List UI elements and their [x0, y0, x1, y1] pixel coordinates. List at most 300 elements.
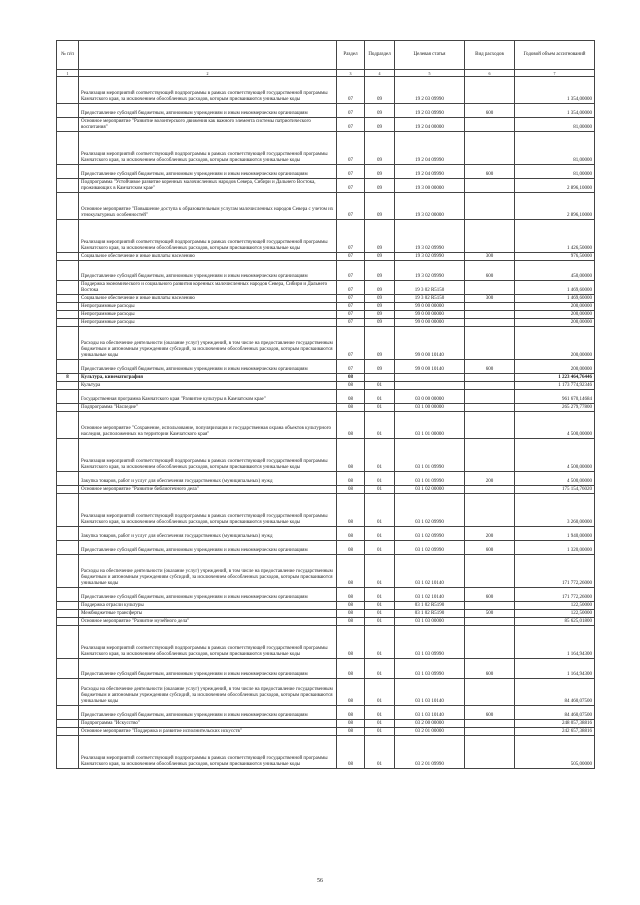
row-expense — [465, 327, 515, 360]
row-amount: 1 173 774,92346 — [515, 382, 595, 390]
row-name: Реализация мероприятий соответствующей подпрограммы в рамках соответствующей государственной программы Камчатского края, за исключением обособленных расходов, которым присваиваются уникальные коды — [79, 219, 337, 252]
row-number — [57, 164, 79, 178]
table-row — [57, 735, 595, 768]
row-target: 03 1 02 09990 — [395, 526, 465, 540]
table-row — [57, 280, 595, 294]
row-expense: 200 — [465, 471, 515, 485]
row-amount: 2 896,10000 — [515, 193, 595, 220]
row-subsection: 01 — [365, 658, 395, 678]
row-target: 19 2 04 09990 — [395, 131, 465, 164]
row-target: 03 1 01 00000 — [395, 412, 465, 439]
row-section: 08 — [337, 679, 365, 706]
row-number — [57, 658, 79, 678]
row-amount: 1 426,50000 — [515, 219, 595, 252]
table-row — [57, 193, 595, 220]
row-section: 08 — [337, 735, 365, 768]
row-subsection: 01 — [365, 679, 395, 706]
row-name: Поддержка экономического и социального развития коренных малочисленных народов Севера, Сибири и Дальнего Востока — [79, 280, 337, 294]
row-expense: 600 — [465, 164, 515, 178]
row-expense — [465, 555, 515, 588]
row-expense: 600 — [465, 658, 515, 678]
row-target — [395, 374, 465, 382]
row-number: 8 — [57, 374, 79, 382]
row-target: 19 2 03 09990 — [395, 77, 465, 104]
column-number: 6 — [465, 70, 515, 77]
table-row — [57, 117, 595, 131]
row-target: 03 1 02 09990 — [395, 540, 465, 554]
row-target: 03 1 03 09990 — [395, 626, 465, 659]
row-number — [57, 587, 79, 601]
row-expense — [465, 77, 515, 104]
row-name: Предоставление субсидий бюджетным, автономным учреждениям и иным некоммерческим организациям — [79, 260, 337, 280]
row-expense: 600 — [465, 705, 515, 719]
row-expense — [465, 219, 515, 252]
table-row — [57, 679, 595, 706]
row-name: Подпрограмма "Наследие" — [79, 404, 337, 412]
table-row — [57, 587, 595, 601]
row-section: 07 — [337, 327, 365, 360]
row-amount: 1 940,00000 — [515, 526, 595, 540]
row-expense — [465, 412, 515, 439]
row-target: 03 0 00 00000 — [395, 390, 465, 404]
row-subsection: 09 — [365, 103, 395, 117]
table-row — [57, 311, 595, 319]
row-number — [57, 117, 79, 131]
row-subsection: 01 — [365, 382, 395, 390]
row-target: 19 2 04 09990 — [395, 164, 465, 178]
row-subsection: 09 — [365, 280, 395, 294]
table-row — [57, 412, 595, 439]
table-row — [57, 319, 595, 327]
row-section: 08 — [337, 618, 365, 626]
row-name: Расходы на обеспечение деятельности (оказание услуг) учреждений, в том числе на предоставление государственным бюджетным и автономным учреждениям субсидий, за исключением обособленных расходов, которым присваиваются уникальные коды — [79, 555, 337, 588]
row-expense — [465, 438, 515, 471]
row-expense — [465, 193, 515, 220]
row-section: 08 — [337, 438, 365, 471]
row-subsection: 09 — [365, 117, 395, 131]
row-name: Реализация мероприятий соответствующей подпрограммы в рамках соответствующей государственной программы Камчатского края, за исключением обособленных расходов, которым присваиваются уникальные коды — [79, 735, 337, 768]
table-row — [57, 719, 595, 727]
row-name: Непрограммные расходы — [79, 311, 337, 319]
column-number: 4 — [365, 70, 395, 77]
row-target: 99 0 00 10140 — [395, 359, 465, 373]
row-amount: 84 460,07500 — [515, 705, 595, 719]
row-section: 07 — [337, 295, 365, 303]
row-number — [57, 438, 79, 471]
row-target: 03 1 01 09990 — [395, 438, 465, 471]
table-row — [57, 404, 595, 412]
row-amount: 961 670,14684 — [515, 390, 595, 404]
column-number: 5 — [395, 70, 465, 77]
row-subsection: 01 — [365, 540, 395, 554]
table-row — [57, 103, 595, 117]
row-name: Социальное обеспечение и иные выплаты населению — [79, 295, 337, 303]
row-expense: 300 — [465, 295, 515, 303]
row-number — [57, 602, 79, 610]
row-expense: 600 — [465, 359, 515, 373]
table-row — [57, 164, 595, 178]
row-amount: 1 223 464,76446 — [515, 374, 595, 382]
row-target: 03 1 03 10140 — [395, 679, 465, 706]
row-subsection: 01 — [365, 526, 395, 540]
row-expense — [465, 374, 515, 382]
column-number: 7 — [515, 70, 595, 77]
table-row — [57, 131, 595, 164]
row-amount: 1 354,00000 — [515, 103, 595, 117]
row-amount: 450,00000 — [515, 260, 595, 280]
budget-table — [56, 40, 595, 769]
row-expense — [465, 131, 515, 164]
row-name: Основное мероприятие "Развитие волонтерского движения как важного элемента системы патриотического воспитания" — [79, 117, 337, 131]
row-section: 07 — [337, 117, 365, 131]
row-subsection: 01 — [365, 602, 395, 610]
row-name: Расходы на обеспечение деятельности (оказание услуг) учреждений, в том числе на предоставление государственным бюджетным и автономным учреждениям субсидий, за исключением обособленных расходов, которым присваиваются уникальные коды — [79, 327, 337, 360]
header-subsection: Подраздел — [365, 41, 395, 70]
row-expense — [465, 719, 515, 727]
row-section: 07 — [337, 131, 365, 164]
row-expense: 600 — [465, 260, 515, 280]
row-amount: 122,50000 — [515, 610, 595, 618]
row-section: 07 — [337, 319, 365, 327]
row-subsection: 01 — [365, 493, 395, 526]
budget-table-sheet — [56, 40, 594, 769]
row-expense: 500 — [465, 610, 515, 618]
row-amount: 200,00000 — [515, 303, 595, 311]
row-expense — [465, 117, 515, 131]
row-amount: 4 500,00000 — [515, 412, 595, 439]
row-subsection: 01 — [365, 412, 395, 439]
row-name: Основное мероприятие "Поддержка и развитие исполнительских искусств" — [79, 727, 337, 735]
row-section: 07 — [337, 77, 365, 104]
row-section: 08 — [337, 526, 365, 540]
row-section: 07 — [337, 311, 365, 319]
column-number: 1 — [57, 70, 79, 77]
row-number — [57, 359, 79, 373]
row-subsection: 01 — [365, 610, 395, 618]
row-subsection — [365, 374, 395, 382]
row-section: 07 — [337, 193, 365, 220]
row-number — [57, 679, 79, 706]
row-name: Закупка товаров, работ и услуг для обеспечения государственных (муниципальных) нужд — [79, 526, 337, 540]
row-name: Поддержка отрасли культуры — [79, 602, 337, 610]
table-row — [57, 602, 595, 610]
table-row — [57, 77, 595, 104]
row-section: 08 — [337, 705, 365, 719]
row-subsection: 09 — [365, 295, 395, 303]
row-subsection: 09 — [365, 319, 395, 327]
row-number — [57, 311, 79, 319]
row-target: 03 1 01 09990 — [395, 471, 465, 485]
row-section: 07 — [337, 260, 365, 280]
row-name: Основное мероприятие "Развитие музейного дела" — [79, 618, 337, 626]
row-name: Реализация мероприятий соответствующей подпрограммы в рамках соответствующей государственной программы Камчатского края, за исключением обособленных расходов, которым присваиваются уникальные коды — [79, 626, 337, 659]
row-expense — [465, 303, 515, 311]
row-subsection: 09 — [365, 164, 395, 178]
row-name: Основное мероприятие "Развитие библиотечного дела" — [79, 485, 337, 493]
row-name: Реализация мероприятий соответствующей подпрограммы в рамках соответствующей государственной программы Камчатского края, за исключением обособленных расходов, которым присваиваются уникальные коды — [79, 131, 337, 164]
row-number — [57, 252, 79, 260]
header-amount: Годовой объем ассигнований — [515, 41, 595, 70]
row-amount: 4 500,00000 — [515, 438, 595, 471]
row-amount: 200,00000 — [515, 319, 595, 327]
row-target: 19 3 00 00000 — [395, 178, 465, 192]
row-number — [57, 555, 79, 588]
row-target: 03 1 02 R5190 — [395, 602, 465, 610]
row-section: 07 — [337, 164, 365, 178]
row-target: 99 0 00 00000 — [395, 311, 465, 319]
row-subsection: 01 — [365, 626, 395, 659]
row-name: Предоставление субсидий бюджетным, автономным учреждениям и иным некоммерческим организациям — [79, 658, 337, 678]
row-expense — [465, 727, 515, 735]
row-number — [57, 404, 79, 412]
row-target: 03 1 03 09990 — [395, 658, 465, 678]
table-row — [57, 374, 595, 382]
table-row — [57, 705, 595, 719]
row-target: 19 3 02 09990 — [395, 252, 465, 260]
row-number — [57, 526, 79, 540]
row-target: 19 2 04 00000 — [395, 117, 465, 131]
row-name: Предоставление субсидий бюджетным, автономным учреждениям и иным некоммерческим организациям — [79, 103, 337, 117]
table-row — [57, 252, 595, 260]
row-name: Культура, кинематография — [79, 374, 337, 382]
row-expense — [465, 390, 515, 404]
row-number — [57, 327, 79, 360]
row-subsection: 09 — [365, 327, 395, 360]
row-subsection: 01 — [365, 438, 395, 471]
row-number — [57, 303, 79, 311]
row-section: 08 — [337, 555, 365, 588]
row-subsection: 01 — [365, 390, 395, 404]
column-number-row — [57, 70, 595, 77]
row-amount: 976,50000 — [515, 252, 595, 260]
row-number — [57, 193, 79, 220]
row-amount: 200,00000 — [515, 359, 595, 373]
row-amount: 265 279,77800 — [515, 404, 595, 412]
row-section: 08 — [337, 390, 365, 404]
row-amount: 1 164,94300 — [515, 658, 595, 678]
row-amount: 242 657,38816 — [515, 727, 595, 735]
row-section: 07 — [337, 303, 365, 311]
row-number — [57, 178, 79, 192]
row-target: 03 1 00 00000 — [395, 404, 465, 412]
row-name: Подпрограмма "Искусство" — [79, 719, 337, 727]
row-number — [57, 610, 79, 618]
row-number — [57, 705, 79, 719]
row-section: 08 — [337, 471, 365, 485]
row-section: 08 — [337, 719, 365, 727]
row-section: 08 — [337, 610, 365, 618]
row-subsection: 09 — [365, 252, 395, 260]
table-header-row — [57, 41, 595, 70]
row-section: 08 — [337, 493, 365, 526]
row-target: 03 1 02 09990 — [395, 493, 465, 526]
table-row — [57, 727, 595, 735]
row-number — [57, 77, 79, 104]
row-subsection: 09 — [365, 77, 395, 104]
row-name: Подпрограмма "Устойчивое развитие коренных малочисленных народов Севера, Сибири и Дальнего Востока, проживающих в Камчатском крае" — [79, 178, 337, 192]
row-amount: 171 772,26000 — [515, 587, 595, 601]
table-row — [57, 359, 595, 373]
row-name: Предоставление субсидий бюджетным, автономным учреждениям и иным некоммерческим организациям — [79, 540, 337, 554]
row-section: 07 — [337, 219, 365, 252]
row-target: 03 1 03 10140 — [395, 705, 465, 719]
row-expense — [465, 618, 515, 626]
header-target: Целевая статья — [395, 41, 465, 70]
page-number: 56 — [317, 878, 323, 884]
row-amount: 1 164,94300 — [515, 626, 595, 659]
row-amount: 81,00000 — [515, 131, 595, 164]
row-subsection: 01 — [365, 485, 395, 493]
row-amount: 1 469,60000 — [515, 295, 595, 303]
row-number — [57, 727, 79, 735]
row-expense — [465, 485, 515, 493]
row-target: 03 2 01 09990 — [395, 735, 465, 768]
table-row — [57, 626, 595, 659]
row-expense — [465, 178, 515, 192]
row-subsection: 09 — [365, 131, 395, 164]
row-target: 19 3 02 09990 — [395, 260, 465, 280]
row-subsection: 01 — [365, 735, 395, 768]
row-name: Реализация мероприятий соответствующей подпрограммы в рамках соответствующей государственной программы Камчатского края, за исключением обособленных расходов, которым присваиваются уникальные коды — [79, 493, 337, 526]
row-target: 03 1 02 10140 — [395, 555, 465, 588]
row-amount: 85 625,01800 — [515, 618, 595, 626]
row-number — [57, 260, 79, 280]
row-subsection: 01 — [365, 727, 395, 735]
row-number — [57, 485, 79, 493]
row-amount: 200,00000 — [515, 311, 595, 319]
row-name: Расходы на обеспечение деятельности (оказание услуг) учреждений, в том числе на предоставление государственным бюджетным и автономным учреждениям субсидий, за исключением обособленных расходов, которым присваиваются уникальные коды — [79, 679, 337, 706]
table-row — [57, 526, 595, 540]
row-number — [57, 219, 79, 252]
row-section: 07 — [337, 103, 365, 117]
row-amount: 200,00000 — [515, 327, 595, 360]
row-target: 19 3 02 R5150 — [395, 295, 465, 303]
row-expense: 200 — [465, 526, 515, 540]
row-subsection: 09 — [365, 219, 395, 252]
table-row — [57, 555, 595, 588]
row-number — [57, 382, 79, 390]
row-expense: 600 — [465, 103, 515, 117]
row-subsection: 09 — [365, 303, 395, 311]
row-number — [57, 295, 79, 303]
row-amount: 2 896,10000 — [515, 178, 595, 192]
row-subsection: 01 — [365, 719, 395, 727]
row-name: Предоставление субсидий бюджетным, автономным учреждениям и иным некоммерческим организациям — [79, 359, 337, 373]
row-subsection: 01 — [365, 618, 395, 626]
row-section: 07 — [337, 252, 365, 260]
header-num: № п/п — [57, 41, 79, 70]
row-subsection: 09 — [365, 311, 395, 319]
row-section: 08 — [337, 404, 365, 412]
row-name: Государственная программа Камчатского края "Развитие культуры в Камчатском крае" — [79, 390, 337, 404]
row-section: 08 — [337, 658, 365, 678]
row-section: 07 — [337, 280, 365, 294]
row-section: 08 — [337, 540, 365, 554]
header-name — [79, 41, 337, 70]
row-target: 19 3 02 00000 — [395, 193, 465, 220]
table-row — [57, 327, 595, 360]
row-expense: 600 — [465, 540, 515, 554]
row-target: 03 2 00 00000 — [395, 719, 465, 727]
row-name: Предоставление субсидий бюджетным, автономным учреждениям и иным некоммерческим организациям — [79, 164, 337, 178]
row-target: 03 2 01 00000 — [395, 727, 465, 735]
row-name: Реализация мероприятий соответствующей подпрограммы в рамках соответствующей государственной программы Камчатского края, за исключением обособленных расходов, которым присваиваются уникальные коды — [79, 438, 337, 471]
row-subsection: 01 — [365, 404, 395, 412]
table-row — [57, 471, 595, 485]
row-number — [57, 412, 79, 439]
row-subsection: 01 — [365, 587, 395, 601]
row-name: Культура — [79, 382, 337, 390]
row-amount: 1 320,00000 — [515, 540, 595, 554]
table-row — [57, 485, 595, 493]
row-target: 03 1 02 10140 — [395, 587, 465, 601]
row-section: 07 — [337, 359, 365, 373]
row-target: 03 1 02 00000 — [395, 485, 465, 493]
row-number — [57, 626, 79, 659]
table-row — [57, 610, 595, 618]
row-subsection: 09 — [365, 359, 395, 373]
row-name: Предоставление субсидий бюджетным, автономным учреждениям и иным некоммерческим организациям — [79, 705, 337, 719]
row-amount: 171 772,26000 — [515, 555, 595, 588]
row-amount: 122,50000 — [515, 602, 595, 610]
row-subsection: 09 — [365, 260, 395, 280]
row-target: 99 0 00 00000 — [395, 319, 465, 327]
row-number — [57, 131, 79, 164]
row-number — [57, 103, 79, 117]
row-amount: 1 469,60000 — [515, 280, 595, 294]
row-section: 08 — [337, 374, 365, 382]
header-expense: Вид расходов — [465, 41, 515, 70]
row-name: Основное мероприятие "Повышение доступа к образовательным услугам малочисленных народов Севера с учетом их этнокультурных особенностей" — [79, 193, 337, 220]
row-section: 08 — [337, 587, 365, 601]
row-name: Реализация мероприятий соответствующей подпрограммы в рамках соответствующей государственной программы Камчатского края, за исключением обособленных расходов, которым присваиваются уникальные коды — [79, 77, 337, 104]
column-number: 2 — [79, 70, 337, 77]
table-row — [57, 658, 595, 678]
table-row — [57, 493, 595, 526]
header-section: Раздел — [337, 41, 365, 70]
row-expense — [465, 404, 515, 412]
row-subsection: 09 — [365, 193, 395, 220]
row-section: 07 — [337, 178, 365, 192]
column-number: 3 — [337, 70, 365, 77]
row-name: Закупка товаров, работ и услуг для обеспечения государственных (муниципальных) нужд — [79, 471, 337, 485]
table-row — [57, 618, 595, 626]
row-expense — [465, 382, 515, 390]
row-expense — [465, 602, 515, 610]
row-amount: 84 460,07500 — [515, 679, 595, 706]
row-section: 08 — [337, 412, 365, 439]
row-expense — [465, 280, 515, 294]
row-expense: 300 — [465, 252, 515, 260]
row-name: Непрограммные расходы — [79, 303, 337, 311]
row-expense — [465, 735, 515, 768]
table-row — [57, 295, 595, 303]
row-name: Непрограммные расходы — [79, 319, 337, 327]
row-target: 99 0 00 00000 — [395, 303, 465, 311]
table-row — [57, 303, 595, 311]
table-row — [57, 219, 595, 252]
row-target: 19 3 02 09990 — [395, 219, 465, 252]
row-amount: 248 057,38816 — [515, 719, 595, 727]
row-subsection: 01 — [365, 705, 395, 719]
row-expense — [465, 493, 515, 526]
row-expense — [465, 679, 515, 706]
row-number — [57, 618, 79, 626]
row-amount: 81,00000 — [515, 164, 595, 178]
row-section: 08 — [337, 382, 365, 390]
table-row — [57, 540, 595, 554]
table-row — [57, 390, 595, 404]
